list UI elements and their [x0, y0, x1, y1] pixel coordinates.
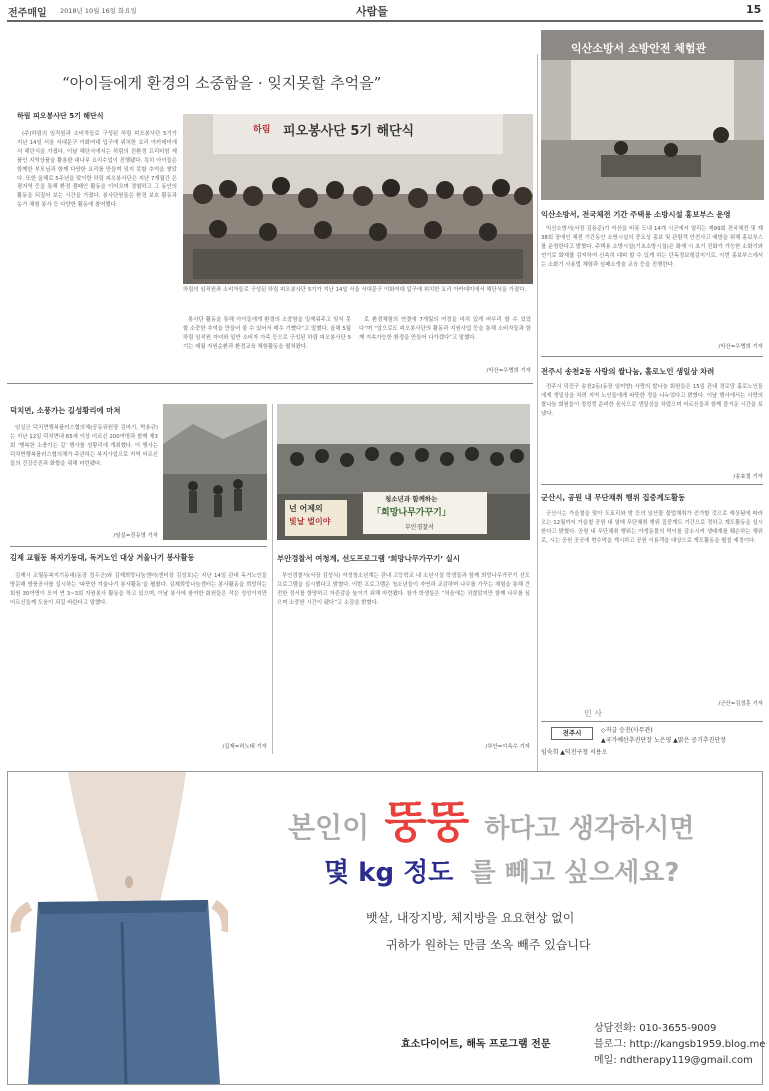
- banner-brand: 하림: [253, 125, 271, 135]
- personnel-rule: [541, 721, 763, 722]
- issue-date: 2018년 10월 16일 화요일: [60, 7, 137, 15]
- ad-line1-c: 하다고 생각하시면: [484, 814, 695, 844]
- gunsan-body: 군산시는 가을철을 맞아 도토리와 밤 등의 임산물 불법채취가 증가할 것으로 예상됨에 따라 오는 12월까지 가을철 공원 내 열매 무단채취 행위 집중계도 기간으로 정하고 계도활동을 실시한다고 밝혔다. 공원 내 무단채취 행위는 야생동물의 먹이를 감소시켜 생태계를 훼손하는 행위로, 시는 공원 곳곳에 현수막을 게시하고 공원 이용객을 대상으로 계도활동을 펼칠 예정이다.: [541, 511, 763, 544]
- hiking-photo-illustration: [163, 404, 267, 540]
- rm-rule: [541, 484, 763, 485]
- gunsan-byline: /군산=김정훈 기자: [718, 701, 763, 707]
- ad-contact-blog: 블로그: http://kangsb1959.blog.me: [594, 1039, 766, 1050]
- page-header: [0, 0, 769, 22]
- ad-line2: [324, 852, 679, 889]
- banner-text: 피오봉사단 5기 해단식: [283, 124, 415, 139]
- lead-article: [7, 54, 533, 379]
- ad-line1: [288, 786, 694, 850]
- lead-body-col1: (주)하림의 임직원과 소비자들로 구성된 하림 피오봉사단 5기가 지난 14일 서울 서대문구 이화여대 입구에 위치한 요리 아카데미에서 해단식을 가졌다. 이날 해단식에서는 하림의 친환경 프리미엄 제품인 지역상품을 활용한 대나무 요리수업이 진행됐다. 특히 아이들은 함께한 부모님과 함께 다양한 요리를 만들며 잊지 못할 추억을 쌓았다. 또한 올해로 5주년을 맞이한 하림 피오봉사단은 지난 7개월간 은평지역 등을 통해 환경 캠페인 활동을 이어오며 경험하고 그 동안의 활동을 되짚어 보는 시간을 가졌다. 봉사단원들은 환경 보호 활동과 농가 체험 봉사 등 다양한 활동에 참여했다.: [17, 131, 177, 209]
- fire-booth-photo: [541, 30, 764, 200]
- personnel-box: [541, 708, 763, 766]
- personnel-org: 전주시: [551, 727, 593, 740]
- fire-byline: /익산=우병희 기자: [718, 344, 763, 350]
- gimje-byline: /김제=허노태 기자: [222, 744, 267, 750]
- sign-line1: 청소년과 함께하는: [385, 495, 438, 503]
- ml-rule: [10, 546, 267, 547]
- lead-body-col3: 로 환경체험의 연결에 7개월의 여정을 마치 있게 마무리 할 수 있었다”며 “앞으로도 피오봉사단의 활동과 지원사업 등을 통해 소비자들과 함께 지속가능한 환경을 만들어 나가겠다”고 말했다.: [359, 317, 531, 341]
- paper-name: 전주매일: [8, 8, 47, 19]
- deokchi-body: 임실군 덕치면행복플러스협의체(공동위원장 김마기, 박용규)는 지난 12일 덕치면내 65세 이상 어르신 200여명과 함께 제3회 ‘행복한 소풍가는 길’ 행사를 성황리에 개최했다. 이 행사는 덕치면행복플러스협의체가 주관하는 복지사업으로 지역 어르신들의 건강증진과 화합을 위해 마련됐다.: [10, 425, 158, 467]
- fire-body: 익산소방서(서장 김용준)가 익산을 비롯 도내 14개 시군에서 열리는 제99회 전국체전 및 제38회 장애인 체전 기간동안 소방시설의 중요성 홍보 및 관람객 안전사고 예방을 위해 홍보부스를 운영한다고 밝혔다. 주택용 소방시설(기초소방시설)은 화재 시 초기 진화가 가능한 소화기와 연기로 화재를 감지하여 신속히 대피 할 수 있게 하는 단독경보형감지기로, 이번 홍보부스에서는 소화기 사용법 체험과 심폐소생술 교육 등을 진행한다.: [541, 226, 763, 268]
- buan-byline: /부안=이옥수 기자: [485, 744, 530, 750]
- fire-headline: 익산소방서, 전국체전 기간 주택용 소방시설 홍보부스 운영: [541, 210, 731, 219]
- mid-divider: [272, 404, 273, 754]
- deokchi-headline: 덕치면, 소풍가는 길성황리에 마쳐: [10, 406, 121, 415]
- personnel-line1: ◇직급 승진(사무관): [601, 727, 653, 734]
- section-title: 사람들: [356, 5, 388, 18]
- ad-program: 효소다이어트, 해독 프로그램 전문: [401, 1039, 551, 1050]
- songcheon-byline: /송효철 기자: [733, 474, 763, 480]
- column-divider: [537, 54, 538, 799]
- lead-subhead: 하림 피오봉사단 5기 해단식: [17, 112, 104, 120]
- lead-headline: “아이들에게 환경의 소중함을 · 잊지못할 추억을”: [62, 74, 382, 92]
- ad-line1-a: 본인이: [288, 811, 370, 844]
- header-rule: [7, 20, 763, 22]
- group-photo-illustration: [183, 114, 533, 284]
- ad-sub2: 귀하가 원하는 만큼 쏘옥 빼주 있습니다: [386, 938, 591, 952]
- ad-contact-phone: 상담전화: 010-3655-9009: [594, 1023, 717, 1034]
- gimje-body: 김제시 교월동복지기동대(동장 정우군)와 김제희망나눔센터(센터장 김성호)는 지난 14일 관내 독거노인들 방문해 방풍공사를 실시하는 ‘따뜻한 겨울나기 봉사활동’을 펼쳤다. 김제희망나눔센터는 봉사활동을 희망하는 회원 30여명이 모여 연 3~3회 자원봉사 활동을 하고 있으며, 이날 봉사에 참여한 회원들은 작은 정성이지만 어르신들께 도움이 되길 바란다고 말했다.: [10, 573, 267, 606]
- banner-line2: 빛날 벌이야: [289, 517, 331, 526]
- banner-line1: 넌 어제의: [289, 504, 323, 513]
- personnel-line2: ▲국가예산추진단장 노은영 ▲맑은 공기추진단장: [601, 737, 727, 744]
- lead-bottom-rule: [7, 383, 533, 384]
- ad-contact-email: 메일: ndtherapy119@gmail.com: [594, 1055, 753, 1066]
- ad-sub1: 뱃살, 내장지방, 체지방을 요요현상 없이: [366, 911, 575, 925]
- buan-body: 부안경찰서(서장 김성식) 여성청소년계는 관내 고등학교 내 소년시설 학생들과 함께 희망나무가꾸기 선도프로그램을 실시했다고 밝혔다. 이번 프로그램은 청소년들이 자연과 교감하며 나무를 가꾸는 체험을 통해 건전한 정서를 함양하고 자존감을 높이기 위해 마련됐다. 참가 학생들은 “처음에는 귀찮았지만 함께 나무를 심으며 소중한 시간이 됐다”고 소감을 밝혔다.: [277, 573, 530, 606]
- songcheon-headline: 전주시 송천2동 사랑의 쌀나눔, 홀로노인 생일상 차려: [541, 367, 715, 376]
- personnel-title: 인 사: [584, 709, 602, 718]
- songcheon-body: 전주시 덕진구 송천2동(동장 임미향) 사랑의 쌀나눔 회원들은 15일 관내 경로당 홀로노인들에게 생일상을 차려 지역 노인들에게 따뜻한 정을 나누었다고 밝혔다. 이날 행사에서는 사랑의 쌀나눔 회원들이 정성껏 준비한 음식으로 생일상을 차렸으며 어르신들과 함께 즐거운 시간을 보냈다.: [541, 384, 763, 417]
- gimje-headline: 김제 교월동 복지기동대, 독거노인 대상 겨울나기 봉사활동: [10, 553, 195, 562]
- buan-photo: [277, 404, 530, 540]
- diet-ad: [7, 771, 766, 1085]
- ad-line1-b: 뚱뚱: [384, 797, 470, 848]
- sign-line2: 「희망나무가꾸기」: [372, 508, 451, 518]
- gunsan-headline: 군산시, 공원 내 무단채취 행위 집중계도활동: [541, 493, 686, 502]
- page-number: 15: [746, 3, 762, 16]
- booth-sign: 익산소방서 소방안전 체험관: [571, 42, 707, 55]
- lead-byline: /익산=우병희 기자: [486, 368, 531, 374]
- lead-body-col2: 봉사단 활동을 통해 아이들에게 환경의 소중함을 일깨워주고 잊지 못할 소중한 추억을 만들어 줄 수 있어서 매우 기뻤다”고 말했다. 올해 5월 하림 임직원 자녀와 일반 소비자 가족 등으로 구성된 하림 피오봉사단 5기는 매월 자원순환과 환경교육 체험활동을 펼쳐왔다.: [183, 317, 351, 350]
- rt-rule: [541, 356, 763, 357]
- ad-line2-a: 몇 kg 정도: [324, 858, 454, 888]
- lead-photo: [183, 114, 533, 284]
- lead-photo-caption: 하림의 임직원과 소비자들로 구성된 하림 피오봉사단 5기가 지난 14일 서울 서대문구 이화여대 입구에 위치한 요리 아카데미에서 해단식을 가졌다.: [183, 287, 527, 293]
- waist-model-illustration: [8, 772, 228, 1084]
- buan-headline: 부안경찰서 여청계, 선도프로그램 ‘희망나무가꾸기’ 실시: [277, 554, 460, 563]
- sign-line3: 부안경찰서: [405, 524, 434, 531]
- ad-line2-b: 를 빼고 싶으세요?: [470, 858, 680, 888]
- deokchi-photo: [163, 404, 267, 540]
- personnel-line3: 임숙희 ▲덕진구청 서용오: [541, 749, 608, 756]
- deokchi-byline: /임실=진유영 기자: [113, 533, 158, 539]
